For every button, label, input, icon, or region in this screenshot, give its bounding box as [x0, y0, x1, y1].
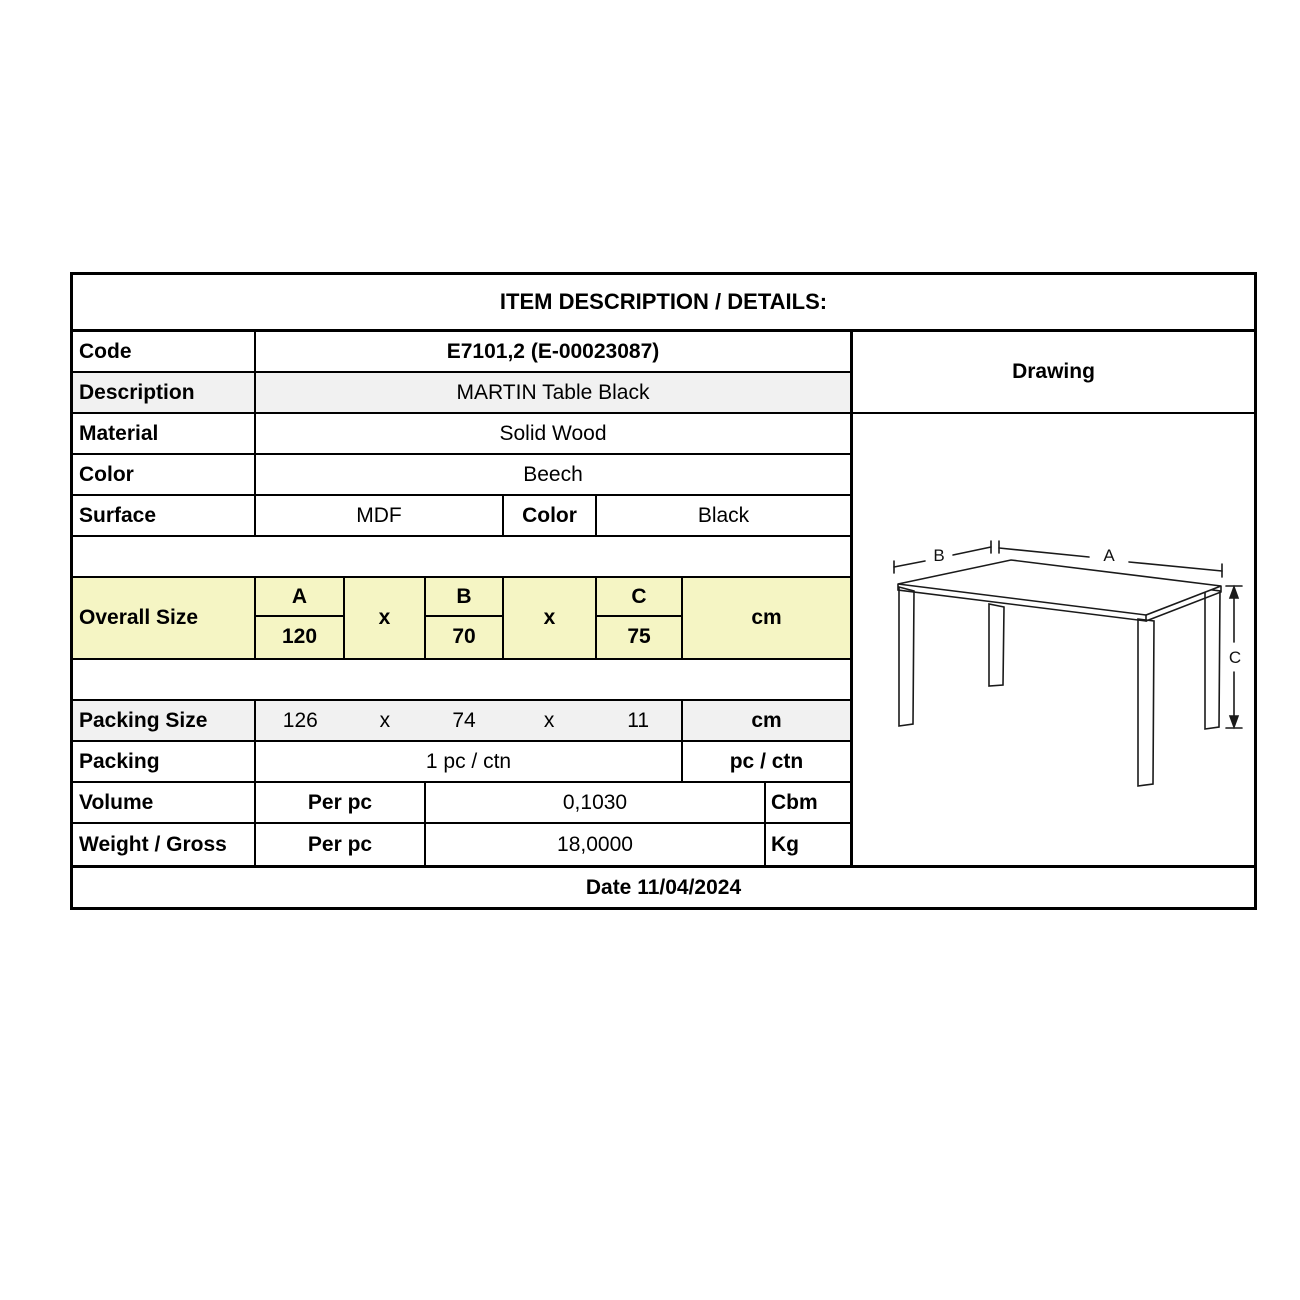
row-spacer-2: [73, 660, 850, 701]
table-sketch: [853, 414, 1254, 863]
packing-dim-a: 126: [282, 708, 318, 732]
dim-label-c: C: [1228, 648, 1242, 667]
dim-label-b: B: [933, 546, 945, 565]
dim-label-a: A: [1103, 546, 1115, 565]
volume-value: 0,1030: [426, 783, 766, 822]
volume-unit: Cbm: [771, 790, 818, 814]
drawing-canvas: [853, 414, 1254, 863]
row-packing-size: [73, 701, 850, 742]
weight-unit: Kg: [771, 832, 799, 856]
dim-b-value: 70: [452, 624, 476, 648]
dim-a-letter: A: [256, 578, 343, 617]
row-description: [73, 373, 850, 414]
surface-color-label: Color: [504, 496, 597, 535]
dim-arrow-c-top: [1230, 587, 1238, 598]
overall-size-label: Overall Size: [73, 578, 256, 658]
material-value: Solid Wood: [499, 421, 607, 445]
overall-dim-b: [426, 578, 504, 658]
drawing-title: Drawing: [853, 332, 1254, 414]
table-leg-front: [1138, 619, 1154, 786]
packing-dim-b: 74: [452, 708, 476, 732]
packing-unit: pc / ctn: [729, 749, 804, 773]
volume-label: Volume: [73, 783, 256, 822]
packing-sep-1: x: [379, 708, 391, 732]
spacer-cell: [73, 660, 850, 699]
packing-label: Packing: [73, 742, 256, 781]
packing-size-label: Packing Size: [73, 701, 256, 740]
description-value: MARTIN Table Black: [456, 380, 650, 404]
table-top: [898, 560, 1221, 615]
dim-arrow-c-bottom: [1230, 716, 1238, 727]
dim-a-value: 120: [281, 624, 318, 648]
row-volume: [73, 783, 850, 824]
overall-dim-c: [597, 578, 683, 658]
packing-size-values: [256, 701, 683, 740]
surface-label: Surface: [73, 496, 256, 535]
description-label: Description: [73, 373, 256, 412]
overall-sep-2: x: [504, 578, 597, 658]
weight-per: Per pc: [256, 824, 426, 865]
table-title: ITEM DESCRIPTION / DETAILS:: [73, 275, 1254, 332]
row-spacer-1: [73, 537, 850, 578]
item-description-table: [70, 272, 1257, 910]
table-leg-left: [899, 587, 914, 726]
material-label: Material: [73, 414, 256, 453]
row-weight: [73, 824, 850, 865]
surface-value: MDF: [256, 496, 504, 535]
row-surface: [73, 496, 850, 537]
date-row: Date 11/04/2024: [73, 865, 1254, 907]
volume-per: Per pc: [256, 783, 426, 822]
spacer-cell: [73, 537, 850, 576]
packing-dim-c: 11: [627, 708, 650, 732]
weight-value: 18,0000: [426, 824, 766, 865]
packing-sep-2: x: [543, 708, 555, 732]
drawing-section: [850, 332, 1254, 865]
row-code: [73, 332, 850, 373]
spec-rows: [73, 332, 850, 865]
table-leg-right: [1205, 589, 1220, 729]
dim-c-value: 75: [627, 624, 651, 648]
table-body: [73, 332, 1254, 865]
packing-size-unit: cm: [751, 708, 782, 732]
color-label: Color: [73, 455, 256, 494]
packing-value: 1 pc / ctn: [256, 742, 683, 781]
row-material: [73, 414, 850, 455]
row-color: [73, 455, 850, 496]
surface-color-value: Black: [697, 503, 750, 527]
dim-c-letter: C: [597, 578, 681, 617]
overall-dim-a: [256, 578, 345, 658]
row-packing: [73, 742, 850, 783]
color-value: Beech: [523, 462, 583, 486]
code-label: Code: [73, 332, 256, 371]
overall-sep-1: x: [345, 578, 426, 658]
row-overall-size: [73, 578, 850, 660]
weight-label: Weight / Gross: [73, 824, 256, 865]
dim-b-letter: B: [426, 578, 502, 617]
overall-unit: cm: [751, 606, 782, 629]
code-value: E7101,2 (E-00023087): [446, 339, 660, 363]
table-leg-back: [989, 604, 1004, 686]
